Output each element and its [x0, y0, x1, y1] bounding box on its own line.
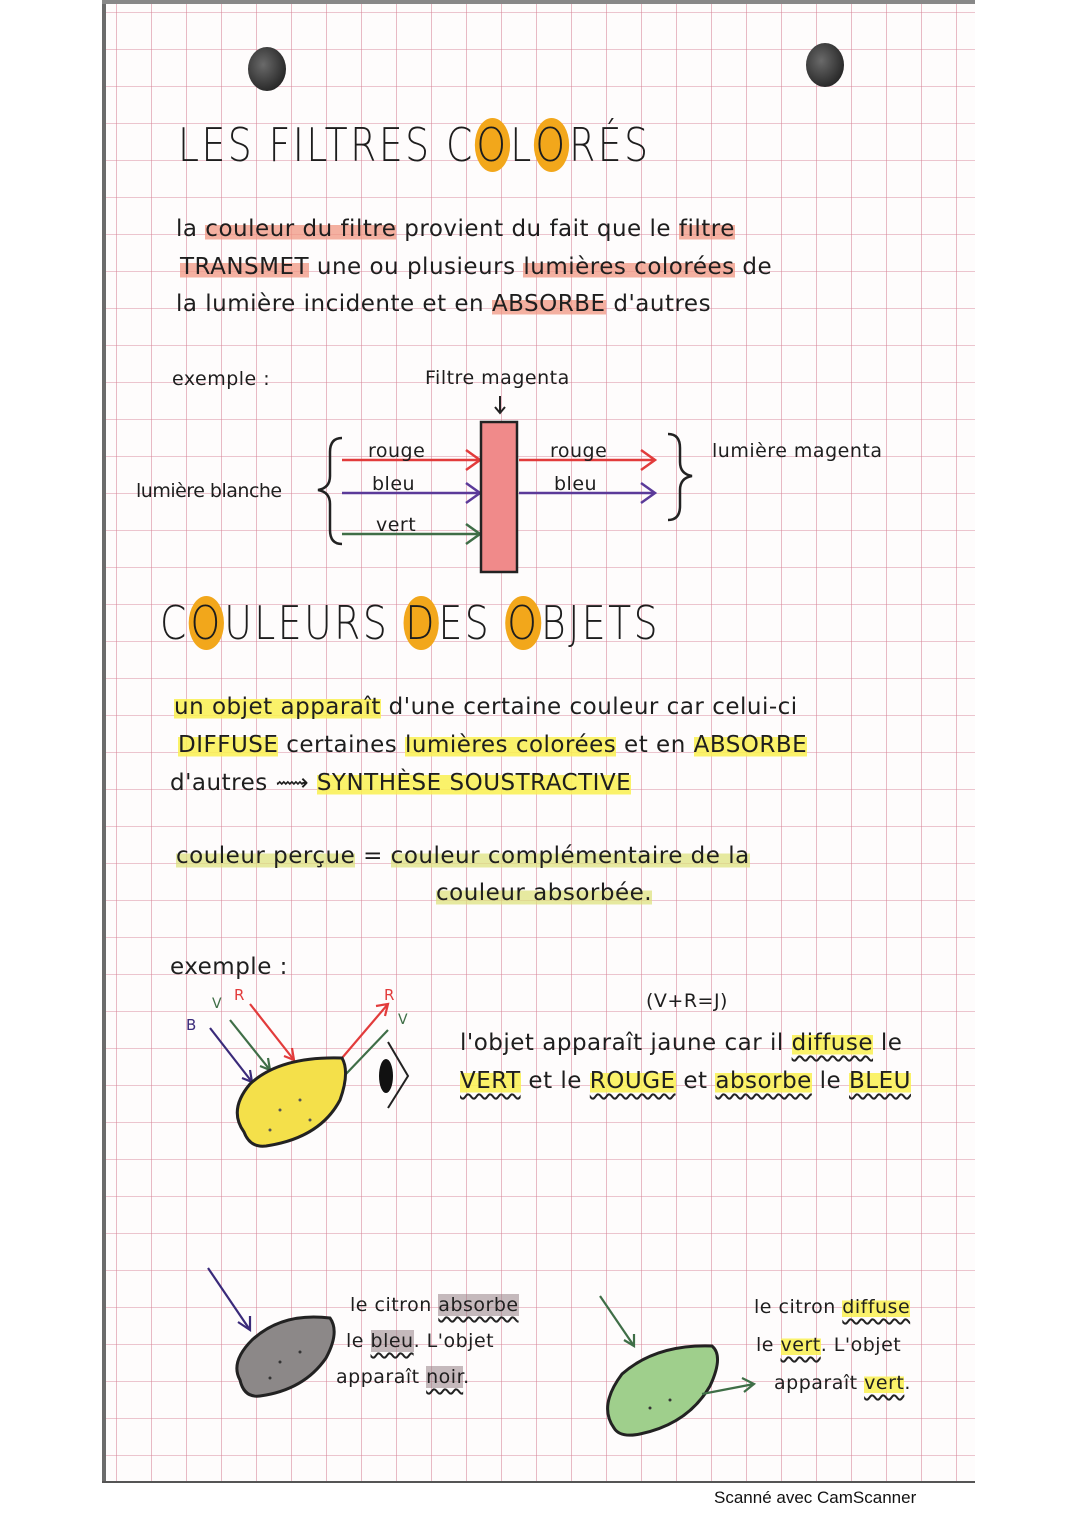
black-lemon-diagram	[200, 1262, 350, 1402]
black-text-line-2: le bleu. L'objet	[346, 1330, 495, 1352]
lemon-text-line-1: l'objet apparaît jaune car il diffuse le	[460, 1030, 903, 1056]
ray-in-blue-label: bleu	[372, 473, 416, 495]
page-top-edge	[102, 0, 975, 4]
svg-text:B: B	[186, 1016, 197, 1034]
page-bottom-edge	[102, 1481, 975, 1483]
camscanner-watermark: Scanné avec CamScanner	[714, 1488, 917, 1507]
example-label-1: exemple :	[172, 368, 271, 390]
svg-text:V: V	[398, 1012, 408, 1028]
svg-text:V: V	[212, 996, 222, 1012]
black-text-line-3: apparaît noir.	[336, 1366, 470, 1388]
section-title-objets: COULEURS DES OBJETS	[160, 596, 661, 650]
formula-line-1: couleur perçue = couleur complémentaire de la	[176, 843, 750, 869]
ray-out-red-label: rouge	[550, 440, 608, 462]
objects-text-line-1: un objet apparaît d'une certaine couleur car celui-ci	[174, 694, 798, 720]
green-text-line-1: le citron diffuse	[754, 1296, 911, 1318]
ray-in-green-label: vert	[376, 514, 417, 536]
objects-text-line-2: DIFFUSE certaines lumières colorées et en ABSORBE	[178, 732, 808, 758]
green-text-line-3: apparaît vert.	[774, 1372, 911, 1394]
filter-magenta-label: Filtre magenta	[425, 367, 570, 389]
magenta-light-label: lumière magenta	[712, 440, 883, 462]
ray-in-red-label: rouge	[368, 440, 426, 462]
section-title-filtres: LES FILTRES COLORÉS	[178, 118, 651, 172]
formula-line-2: couleur absorbée.	[436, 880, 653, 906]
white-light-label: lumière blanche	[136, 480, 282, 502]
binder-hole-right	[806, 43, 844, 87]
green-text-line-2: le vert. L'objet	[756, 1334, 902, 1356]
ray-out-blue-label: bleu	[554, 473, 598, 495]
filter-diagram	[300, 390, 720, 580]
lemon-text-line-2: VERT et le ROUGE et absorbe le BLEU	[460, 1068, 911, 1094]
filter-text-line-3: la lumière incidente et en ABSORBE d'autres	[176, 291, 712, 317]
binder-hole-left	[248, 47, 286, 91]
green-lemon-diagram	[590, 1290, 770, 1440]
objects-text-line-3: d'autres ⟿ SYNTHÈSE SOUSTRACTIVE	[170, 770, 632, 796]
black-text-line-1: le citron absorbe	[350, 1294, 519, 1316]
lemon-diffusion-diagram	[170, 980, 430, 1160]
filter-text-line-2: TRANSMET une ou plusieurs lumières colorées de	[180, 254, 773, 280]
equation: (V+R=J)	[646, 990, 728, 1012]
filter-text-line-1: la couleur du filtre provient du fait que le filtre	[176, 216, 735, 242]
svg-text:R: R	[384, 986, 395, 1004]
svg-text:R: R	[234, 986, 245, 1004]
example-label-2: exemple :	[170, 954, 288, 980]
